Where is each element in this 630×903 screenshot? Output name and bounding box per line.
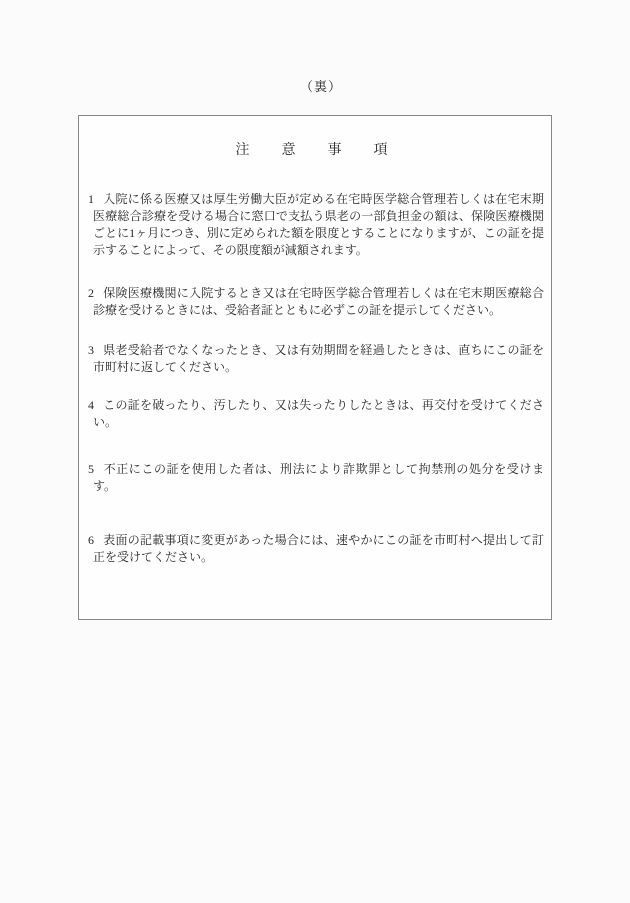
note-item-6 bbox=[88, 532, 544, 566]
note-item-2 bbox=[88, 285, 544, 319]
note-item-4 bbox=[88, 397, 544, 431]
note-text: 不正にこの証を使用した者は、刑法により詐欺罪として拘禁刑の処分を受けます。 bbox=[93, 462, 544, 493]
notice-box bbox=[78, 115, 552, 620]
note-number: 5 bbox=[88, 462, 94, 476]
note-item-1 bbox=[88, 191, 544, 259]
note-text: 県老受給者でなくなったとき、又は有効期間を経過したときは、直ちにこの証を市町村に返してください。 bbox=[93, 343, 544, 374]
note-text: 保険医療機関に入院するとき又は在宅時医学総合管理若しくは在宅末期医療総合診療を受けるときには、受給者証とともに必ずこの証を提示してください。 bbox=[93, 286, 544, 317]
note-number: 6 bbox=[88, 533, 94, 547]
note-item-3 bbox=[88, 342, 544, 376]
note-text: 入院に係る医療又は厚生労働大臣が定める在宅時医学総合管理若しくは在宅末期医療総合診療を受ける場合に窓口で支払う県老の一部負担金の額は、保険医療機関ごとに1ヶ月につき、別に定められた額を限度とすることになりますが、この証を提示することによって、その限度額が減額されます。 bbox=[93, 192, 544, 257]
notice-title: 注 意 事 項 bbox=[235, 143, 397, 158]
note-number: 2 bbox=[88, 286, 94, 300]
note-number: 4 bbox=[88, 398, 94, 412]
side-label: （裏） bbox=[299, 79, 342, 94]
note-text: 表面の記載事項に変更があった場合には、速やかにこの証を市町村へ提出して訂正を受けてください。 bbox=[93, 533, 544, 564]
note-number: 1 bbox=[88, 192, 94, 206]
note-number: 3 bbox=[88, 343, 94, 357]
note-item-5 bbox=[88, 461, 544, 495]
note-text: この証を破ったり、汚したり、又は失ったりしたときは、再交付を受けてください。 bbox=[93, 398, 544, 429]
